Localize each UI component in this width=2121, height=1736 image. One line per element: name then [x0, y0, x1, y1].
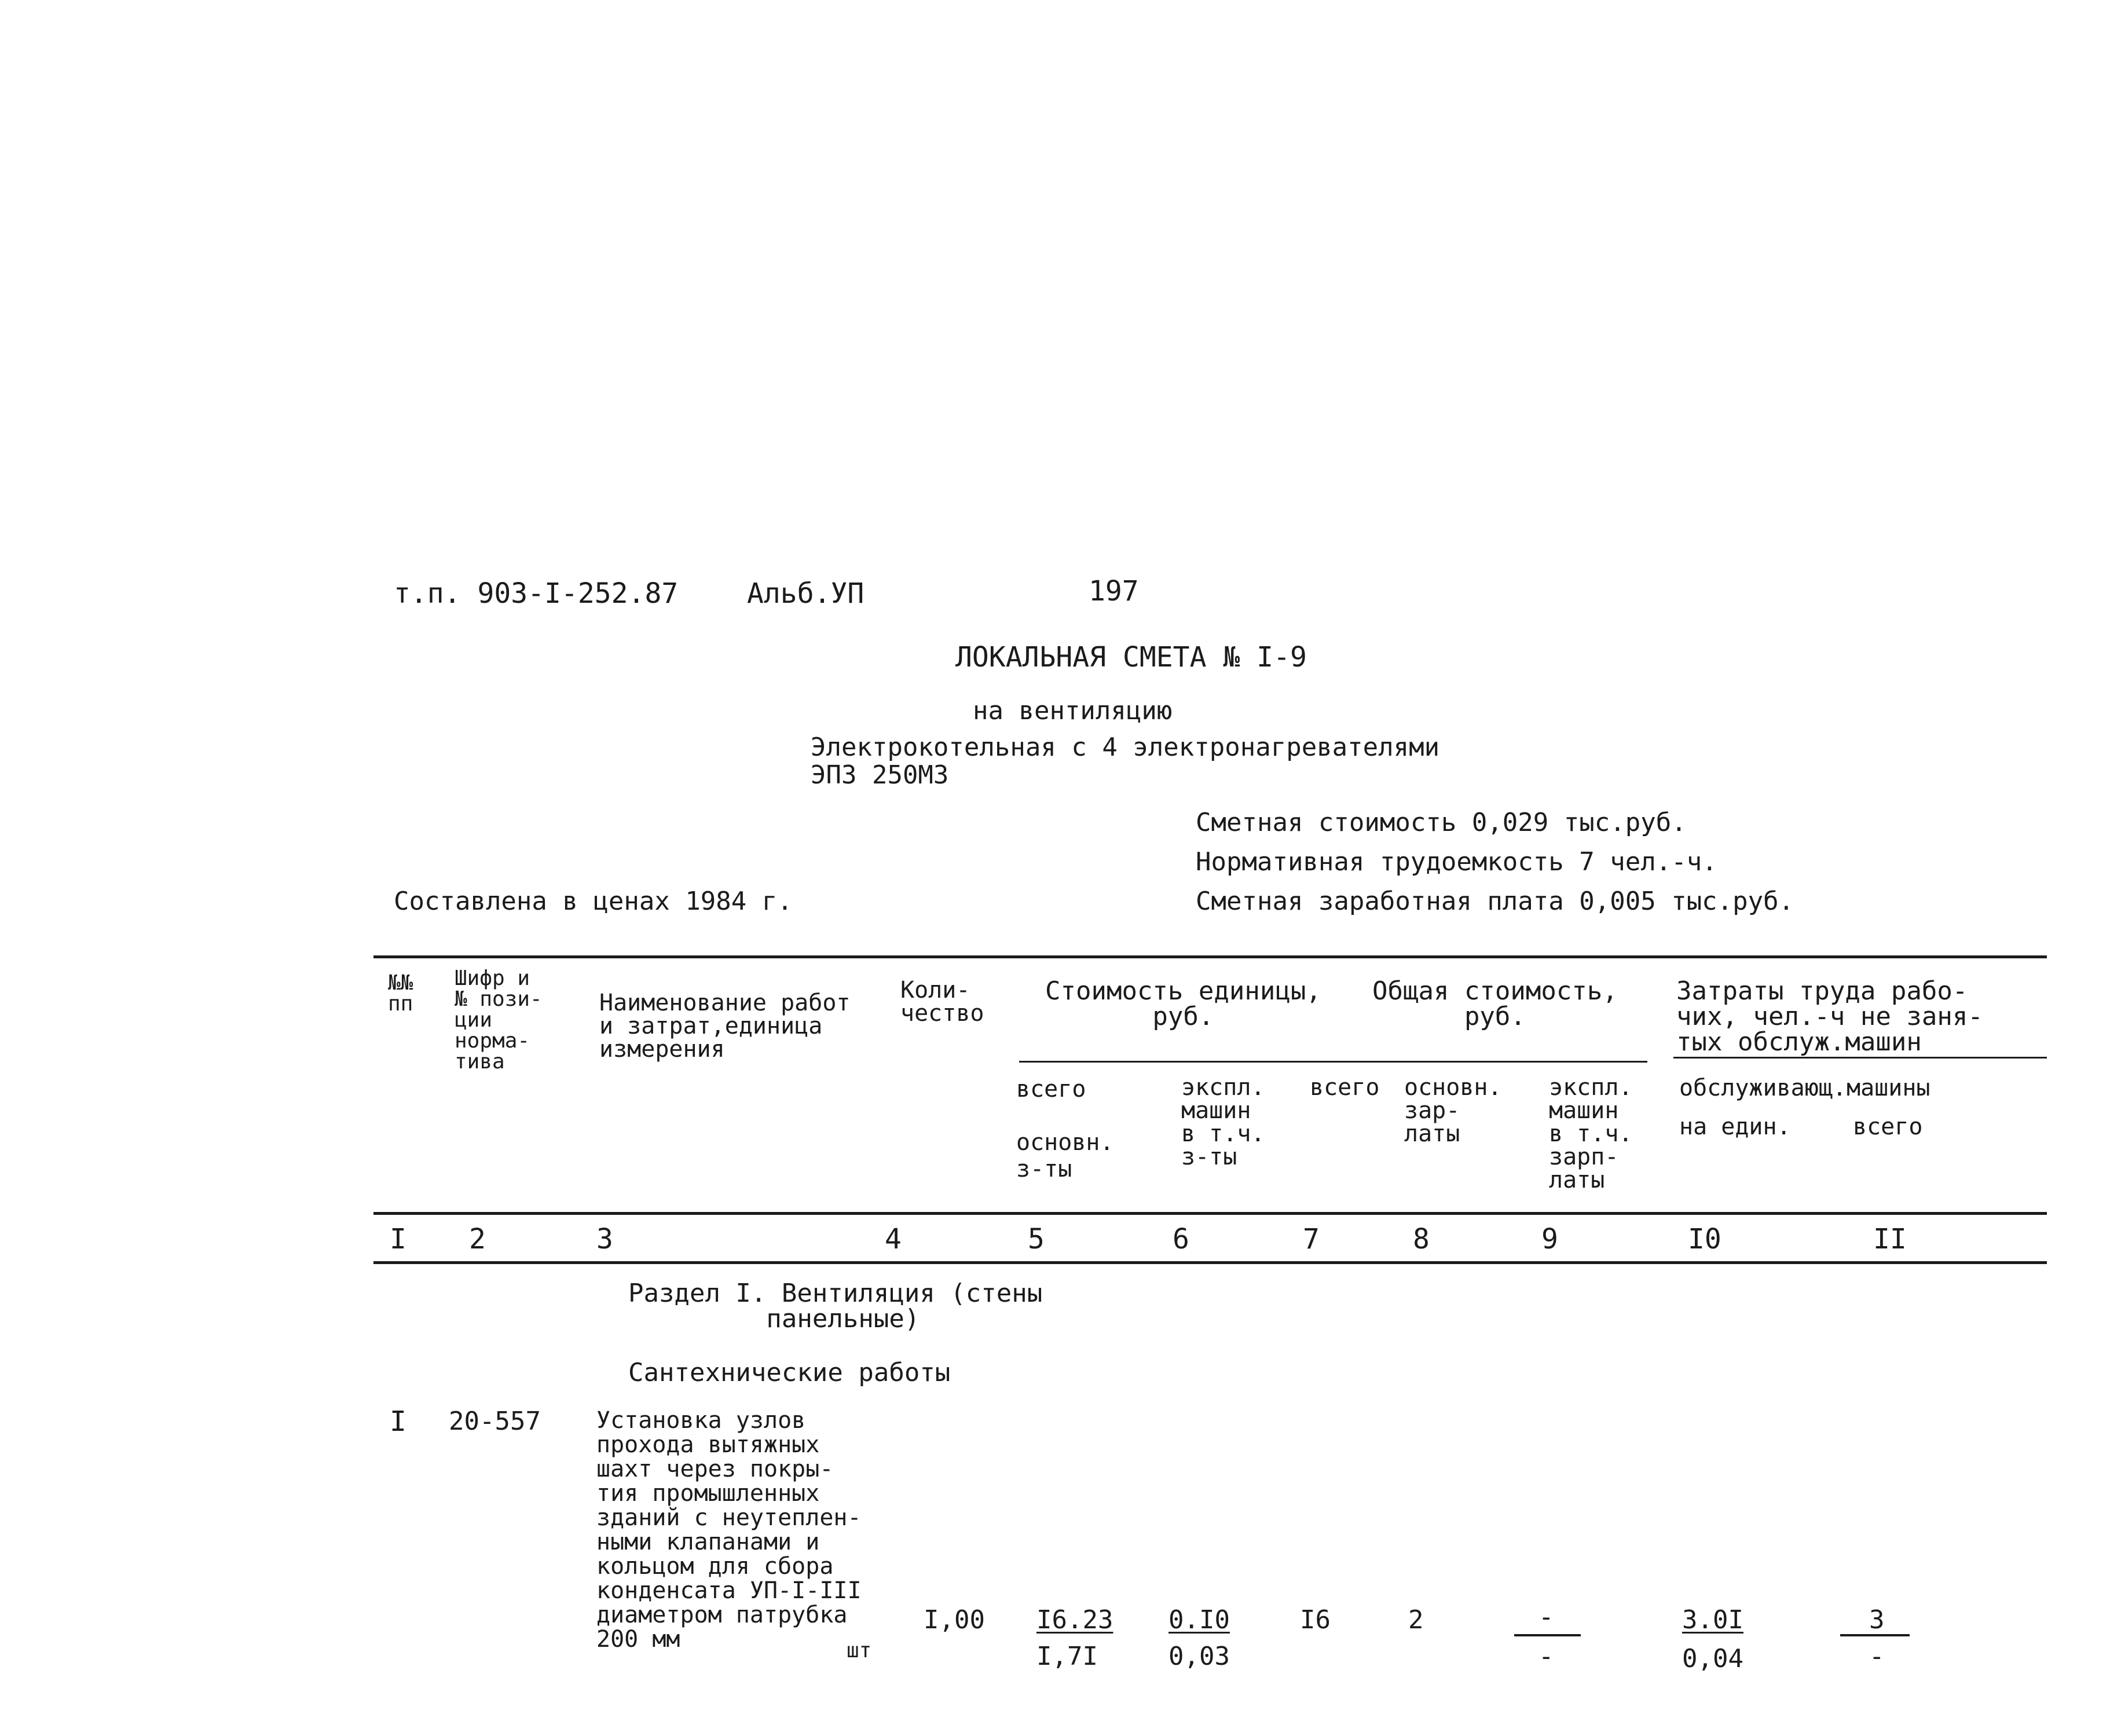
project-code: т.п. 903-I-252.87 [394, 577, 679, 610]
row-unit-total: I6.23 [1036, 1605, 1113, 1635]
row-labor-total-rule [1840, 1634, 1910, 1636]
header-total-cost: Общая стоимость, руб. [1372, 976, 1618, 1031]
estimated-cost: Сметная стоимость 0,029 тыс.руб. [1196, 808, 1687, 837]
row-work-name: Установка узлов прохода вытяжных шахт через покры- тия промышленных зданий с неутеплен- ными клапанами и кольцом для сбора конденсата УП-I-III диаметром патрубка 200 мм [596, 1407, 862, 1653]
total-cost-subrule [1323, 1061, 1647, 1063]
column-numbers-bottom-rule [373, 1261, 2047, 1264]
section-title: Раздел I. Вентиляция (стены панельные) [628, 1279, 1043, 1334]
column-number-11: II [1873, 1223, 1907, 1255]
row-unit-machine-wages: 0,03 [1168, 1642, 1230, 1671]
row-unit: шт [847, 1639, 872, 1662]
column-number-9: 9 [1541, 1223, 1558, 1255]
header-col8: основн. зар- латы [1404, 1074, 1502, 1147]
labor-intensity: Нормативная трудоемкость 7 чел.-ч. [1196, 847, 1717, 877]
column-numbers-top-rule [373, 1212, 2047, 1215]
table-top-rule [373, 955, 2047, 958]
row-norm-code: 20-557 [449, 1407, 541, 1436]
column-number-10: I0 [1688, 1223, 1721, 1255]
column-number-7: 7 [1303, 1223, 1320, 1255]
row-total-machines-rule [1514, 1634, 1581, 1636]
header-labor-sub: обслуживающ.машины [1679, 1075, 1930, 1101]
header-col9: экспл. машин в т.ч. зарп- латы [1549, 1074, 1633, 1193]
row-number: I [390, 1405, 406, 1438]
document-subject: на вентиляцию [973, 696, 1173, 726]
column-number-6: 6 [1173, 1223, 1189, 1255]
header-col6: экспл. машин в т.ч. з-ты [1181, 1074, 1265, 1170]
column-number-2: 2 [469, 1223, 486, 1255]
object-name-line1: Электрокотельная с 4 электронагревателями [811, 733, 1440, 762]
estimated-wages: Сметная заработная плата 0,005 тыс.руб. [1196, 887, 1794, 916]
header-work-name: Наименование работ и затрат,единица измерения [599, 990, 851, 1063]
row-labor-total: 3 [1869, 1605, 1885, 1635]
object-name-line2: ЭПЗ 250М3 [811, 760, 949, 790]
row-total-wages: 2 [1408, 1605, 1424, 1635]
column-number-5: 5 [1028, 1223, 1045, 1255]
price-level: Составлена в ценах 1984 г. [394, 887, 793, 916]
header-unit-cost: Стоимость единицы, руб. [1045, 976, 1321, 1031]
page-number: 197 [1089, 575, 1139, 607]
header-col10: на един. [1679, 1114, 1791, 1140]
row-unit-machines: 0.I0 [1168, 1605, 1230, 1635]
row-labor-unit-machines: 0,04 [1682, 1644, 1743, 1673]
column-number-3: 3 [596, 1223, 613, 1255]
header-col11: всего [1853, 1114, 1923, 1140]
header-col5: всего основн. з-ты [1016, 1076, 1114, 1182]
column-number-4: 4 [885, 1223, 902, 1255]
row-labor-total-machines: - [1869, 1642, 1885, 1671]
row-labor-unit: 3.0I [1682, 1605, 1743, 1635]
header-row-number: №№ пп [388, 971, 413, 1016]
column-number-8: 8 [1413, 1223, 1430, 1255]
column-number-1: I [390, 1223, 406, 1255]
labor-subrule [1673, 1057, 2047, 1059]
album-label: Альб.УП [747, 577, 864, 610]
row-total-machines: - [1538, 1602, 1554, 1632]
row-quantity: I,00 [924, 1605, 985, 1635]
header-col7: всего [1310, 1074, 1380, 1101]
row-total-machine-wages: - [1538, 1642, 1554, 1671]
header-labor: Затраты труда рабо- чих, чел.-ч не заня- тых обслуж.машин [1676, 976, 1983, 1057]
document-title: ЛОКАЛЬНАЯ СМЕТА № I-9 [955, 641, 1307, 673]
unit-cost-subrule [1019, 1061, 1338, 1063]
header-norm-code: Шифр и № пози- ции норма- тива [455, 966, 543, 1074]
row-total: I6 [1300, 1605, 1331, 1635]
section-subtitle: Сантехнические работы [628, 1358, 951, 1387]
header-quantity: Коли- чество [900, 977, 984, 1027]
row-unit-wages: I,7I [1036, 1642, 1098, 1671]
